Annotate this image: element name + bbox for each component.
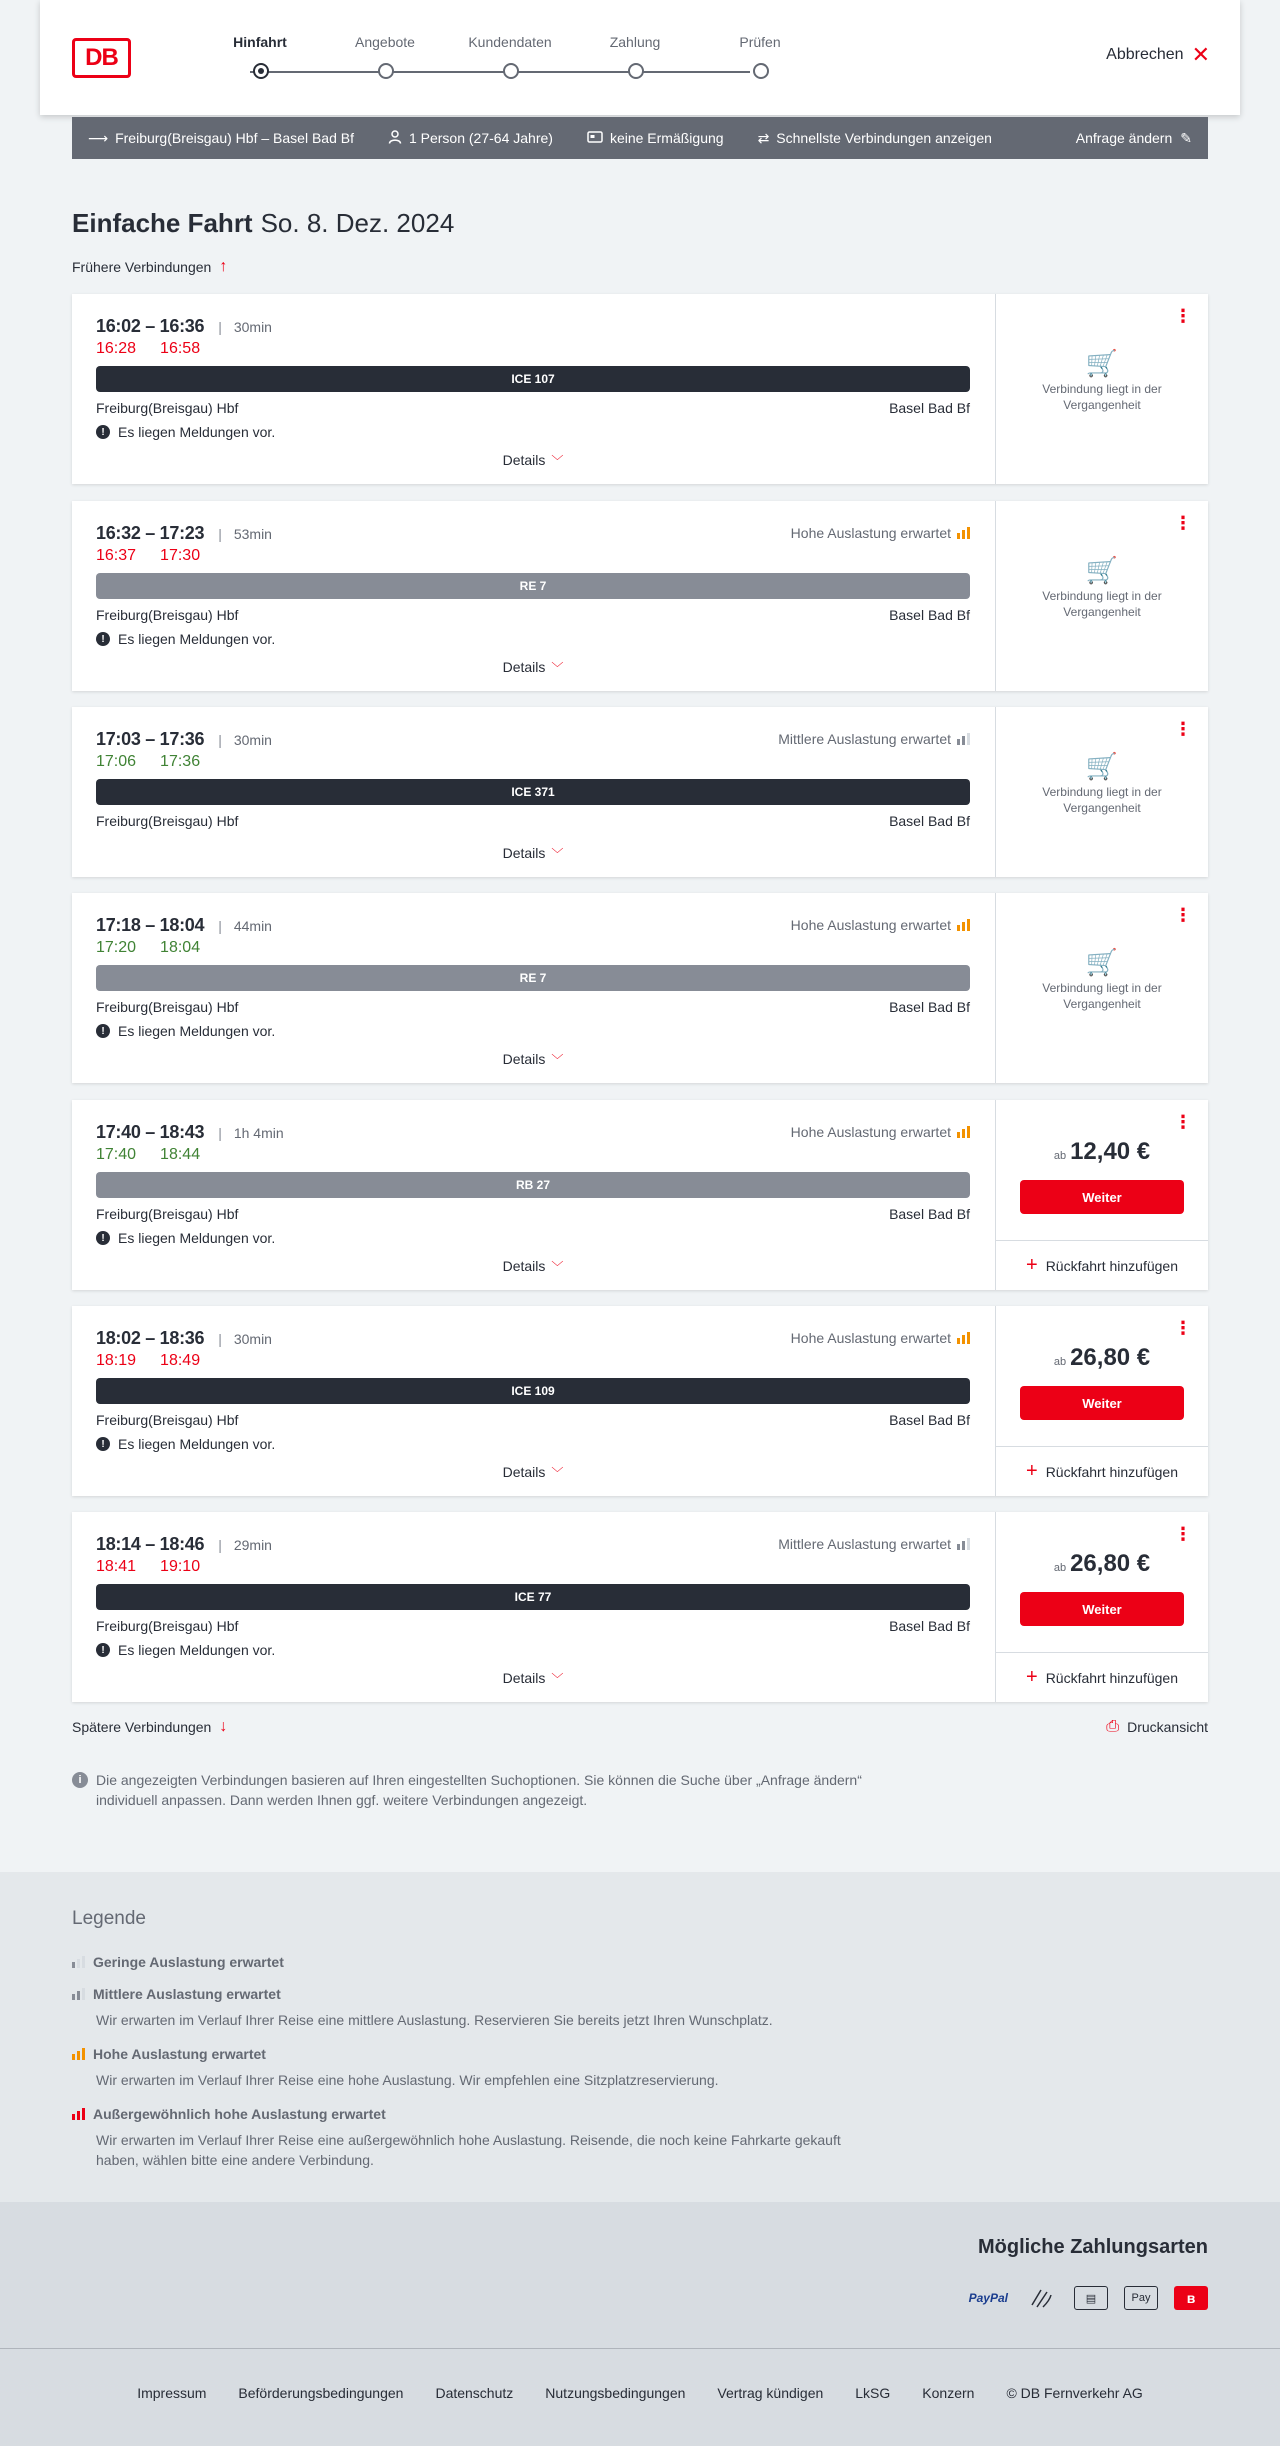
chevron-down-icon: ﹀ xyxy=(551,1260,564,1274)
details-label: Details xyxy=(502,452,546,468)
destination-station: Basel Bad Bf xyxy=(889,813,970,829)
connection-card xyxy=(72,893,1208,1083)
price xyxy=(996,1550,1208,1578)
search-summary-bar xyxy=(72,117,1208,159)
realtime-times xyxy=(96,939,200,957)
footer-link[interactable]: LkSG xyxy=(855,2385,891,2401)
departure-arrival-time: 17:40 – 18:43 xyxy=(96,1122,205,1142)
departure-arrival-time: 17:18 – 18:04 xyxy=(96,915,205,935)
stations xyxy=(96,400,970,416)
stations xyxy=(96,999,970,1015)
notice-text: Es liegen Meldungen vor. xyxy=(118,631,276,647)
chevron-down-icon: ﹀ xyxy=(551,454,564,468)
footer-link[interactable]: Konzern xyxy=(922,2385,975,2401)
scheduled-times xyxy=(96,316,272,337)
connection-info[interactable] xyxy=(72,707,994,877)
arrow-down-icon: ↓ xyxy=(219,1718,228,1735)
legend-title-text: Hohe Auslastung erwartet xyxy=(93,2046,266,2062)
past-connection-text: Verbindung liegt in der Vergangenheit xyxy=(1042,382,1162,412)
connection-card xyxy=(72,294,1208,484)
past-connection-text: Verbindung liegt in der Vergangenheit xyxy=(1042,785,1162,815)
realtime-departure: 17:40 xyxy=(96,1146,137,1163)
cancel-label: Abbrechen xyxy=(1106,46,1184,63)
scheduled-times xyxy=(96,1328,272,1349)
print-view-link[interactable] xyxy=(1106,1718,1208,1736)
connection-info[interactable] xyxy=(72,1512,994,1702)
price xyxy=(996,1138,1208,1166)
step-dot xyxy=(628,63,644,79)
duration: 53min xyxy=(233,526,272,542)
paypal-icon: PayPal xyxy=(968,2291,1008,2305)
train-bar: ICE 371 xyxy=(96,779,970,805)
notice-message xyxy=(96,631,275,647)
summary-route xyxy=(88,130,354,147)
legend-item-title xyxy=(72,1986,872,2002)
past-connection-note xyxy=(996,947,1208,1012)
realtime-arrival: 18:04 xyxy=(160,939,201,956)
db-logo[interactable]: DB xyxy=(72,38,131,78)
summary-discount-text: keine Ermäßigung xyxy=(609,130,724,146)
low-load-icon xyxy=(72,1956,85,1968)
footer-link: © DB Fernverkehr AG xyxy=(1006,2385,1143,2401)
connection-info[interactable] xyxy=(72,893,994,1083)
price-value: 12,40 € xyxy=(1070,1138,1151,1165)
legend-description: Wir erwarten im Verlauf Ihrer Reise eine hohe Auslastung. Wir empfehlen eine Sitzplatzreservierung. xyxy=(96,2072,719,2088)
earlier-connections-link[interactable] xyxy=(72,258,227,276)
details-label: Details xyxy=(502,1670,546,1686)
train-bar: ICE 77 xyxy=(96,1584,970,1610)
chevron-down-icon: ﹀ xyxy=(551,847,564,861)
page-title xyxy=(72,208,454,239)
step-label: Hinfahrt xyxy=(233,34,287,50)
details-toggle[interactable] xyxy=(72,659,994,676)
trip-date: So. 8. Dez. 2024 xyxy=(260,208,455,238)
plus-icon: + xyxy=(1026,1666,1038,1688)
load-indicator xyxy=(791,1124,970,1140)
destination-station: Basel Bad Bf xyxy=(889,607,970,623)
realtime-departure: 17:06 xyxy=(96,753,137,770)
past-connection-note xyxy=(996,348,1208,413)
connection-info[interactable] xyxy=(72,501,994,691)
weiter-button[interactable]: Weiter xyxy=(1020,1386,1184,1420)
load-text: Hohe Auslastung erwartet xyxy=(790,1124,951,1140)
legend-item xyxy=(72,1986,872,2030)
legend-item-title xyxy=(72,2046,872,2062)
details-label: Details xyxy=(502,1051,546,1067)
legend-title-text: Geringe Auslastung erwartet xyxy=(93,1954,284,1970)
origin-station: Freiburg(Breisgau) Hbf xyxy=(96,607,239,623)
pencil-icon: ✎ xyxy=(1180,129,1192,146)
step-kundendaten[interactable] xyxy=(460,34,560,56)
high-load-icon xyxy=(72,2048,85,2060)
past-connection-note xyxy=(996,555,1208,620)
origin-station: Freiburg(Breisgau) Hbf xyxy=(96,999,239,1015)
duration: 1h 4min xyxy=(233,1125,284,1141)
load-indicator xyxy=(791,917,970,933)
card-icon xyxy=(587,130,603,146)
weiter-button[interactable]: Weiter xyxy=(1020,1592,1184,1626)
more-options-icon[interactable]: ⋮ xyxy=(1174,1524,1192,1544)
load-indicator xyxy=(778,731,970,747)
high-load-icon xyxy=(957,1126,970,1138)
notice-text: Es liegen Meldungen vor. xyxy=(118,424,276,440)
offer-panel xyxy=(995,893,1208,1083)
step-dot xyxy=(753,63,769,79)
info-text: Die angezeigten Verbindungen basieren auf Ihren eingestellten Suchoptionen. Sie können die Suche über „Anfrage ändern“ individuell anpassen. Dann werden Ihnen ggf. weitere Verbindungen angezeigt. xyxy=(96,1772,862,1808)
load-indicator xyxy=(791,525,970,541)
details-toggle[interactable] xyxy=(72,845,994,862)
change-request-label: Anfrage ändern xyxy=(1075,130,1173,146)
step-label: Kundendaten xyxy=(468,34,552,50)
step-angebote[interactable] xyxy=(335,34,435,56)
apple-pay-icon: Pay xyxy=(1124,2286,1158,2310)
stepper-line xyxy=(250,71,750,73)
price xyxy=(996,1344,1208,1372)
summary-option xyxy=(758,130,992,147)
footer-link[interactable]: Vertrag kündigen xyxy=(717,2385,824,2401)
medium-load-icon xyxy=(72,1988,85,2000)
separator: | xyxy=(218,526,222,542)
origin-station: Freiburg(Breisgau) Hbf xyxy=(96,400,239,416)
more-options-icon[interactable]: ⋮ xyxy=(1174,1112,1192,1132)
alert-icon: ! xyxy=(96,1231,110,1245)
legend-title-text: Außergewöhnlich hohe Auslastung erwartet xyxy=(93,2106,386,2122)
offer-panel xyxy=(995,1100,1208,1290)
separator: | xyxy=(218,1537,222,1553)
realtime-departure: 16:37 xyxy=(96,547,137,564)
price-value: 26,80 € xyxy=(1070,1550,1151,1577)
payment-section xyxy=(0,2202,1280,2348)
departure-arrival-time: 18:14 – 18:46 xyxy=(96,1534,205,1554)
notice-message xyxy=(96,1436,275,1452)
realtime-times xyxy=(96,340,200,358)
past-connection-text: Verbindung liegt in der Vergangenheit xyxy=(1042,981,1162,1011)
realtime-arrival: 17:36 xyxy=(160,753,201,770)
stations xyxy=(96,813,970,829)
step-label: Prüfen xyxy=(739,34,781,50)
details-toggle[interactable] xyxy=(72,1670,994,1687)
cart-disabled-icon: 🛒 xyxy=(1085,555,1119,585)
notice-message xyxy=(96,1230,275,1246)
destination-station: Basel Bad Bf xyxy=(889,1412,970,1428)
high-load-icon xyxy=(957,1332,970,1344)
separator: | xyxy=(218,1125,222,1141)
more-options-icon[interactable]: ⋮ xyxy=(1174,905,1192,925)
more-options-icon[interactable]: ⋮ xyxy=(1174,306,1192,326)
details-toggle[interactable] xyxy=(72,1464,994,1481)
cancel-button[interactable] xyxy=(1106,42,1210,67)
past-connection-text: Verbindung liegt in der Vergangenheit xyxy=(1042,589,1162,619)
add-return-label: Rückfahrt hinzufügen xyxy=(1045,1257,1178,1274)
separator: | xyxy=(218,918,222,934)
more-options-icon[interactable]: ⋮ xyxy=(1174,513,1192,533)
summary-route-text: Freiburg(Breisgau) Hbf – Basel Bad Bf xyxy=(115,130,354,146)
offer-panel xyxy=(995,707,1208,877)
swap-icon: ⇄ xyxy=(757,129,770,146)
arrow-up-icon: ↑ xyxy=(219,258,228,275)
step-zahlung[interactable] xyxy=(585,34,685,56)
details-label: Details xyxy=(502,1258,546,1274)
scheduled-times xyxy=(96,1122,284,1143)
medium-load-icon xyxy=(957,733,970,745)
header xyxy=(40,0,1240,115)
footer-link[interactable]: Nutzungsbedingungen xyxy=(545,2385,686,2401)
destination-station: Basel Bad Bf xyxy=(889,1618,970,1634)
step-dot xyxy=(253,63,269,79)
add-return-label: Rückfahrt hinzufügen xyxy=(1045,1669,1178,1686)
load-indicator xyxy=(778,1536,970,1552)
train-bar: ICE 107 xyxy=(96,366,970,392)
chevron-down-icon: ﹀ xyxy=(551,1672,564,1686)
step-dot xyxy=(378,63,394,79)
train-bar: RB 27 xyxy=(96,1172,970,1198)
separator: | xyxy=(218,319,222,335)
details-label: Details xyxy=(502,1464,546,1480)
notice-text: Es liegen Meldungen vor. xyxy=(118,1023,276,1039)
add-return-button[interactable] xyxy=(996,1240,1208,1290)
payment-methods xyxy=(969,2286,1208,2310)
stations xyxy=(96,1618,970,1634)
medium-load-icon xyxy=(957,1538,970,1550)
legend-description: Wir erwarten im Verlauf Ihrer Reise eine mittlere Auslastung. Reservieren Sie bereits jetzt Ihren Wunschplatz. xyxy=(96,2012,773,2028)
later-label: Spätere Verbindungen xyxy=(72,1719,212,1735)
close-icon: ✕ xyxy=(1191,42,1210,67)
vhigh-load-icon xyxy=(72,2108,85,2120)
legend-description: Wir erwarten im Verlauf Ihrer Reise eine außergewöhnlich hohe Auslastung. Reisende, die noch keine Fahrkarte gekauft haben, wählen bitte eine andere Verbindung. xyxy=(96,2132,841,2168)
notice-message xyxy=(96,1023,275,1039)
load-text: Hohe Auslastung erwartet xyxy=(790,917,951,933)
legend-section xyxy=(0,1872,1280,2202)
separator: | xyxy=(218,732,222,748)
summary-discount xyxy=(587,130,724,146)
departure-arrival-time: 17:03 – 17:36 xyxy=(96,729,205,749)
weiter-button[interactable]: Weiter xyxy=(1020,1180,1184,1214)
summary-option-text: Schnellste Verbindungen anzeigen xyxy=(776,130,992,146)
chevron-down-icon: ﹀ xyxy=(551,1053,564,1067)
payment-title: Mögliche Zahlungsarten xyxy=(977,2236,1208,2258)
realtime-departure: 17:20 xyxy=(96,939,137,956)
stations xyxy=(96,1412,970,1428)
details-label: Details xyxy=(502,659,546,675)
connection-card xyxy=(72,1306,1208,1496)
alert-icon: ! xyxy=(96,632,110,646)
legend-item xyxy=(72,2046,872,2090)
realtime-times xyxy=(96,547,200,565)
legend-item xyxy=(72,2106,872,2170)
destination-station: Basel Bad Bf xyxy=(889,999,970,1015)
scheduled-times xyxy=(96,915,272,936)
earlier-label: Frühere Verbindungen xyxy=(72,259,212,275)
realtime-times xyxy=(96,1352,200,1370)
load-text: Hohe Auslastung erwartet xyxy=(790,1330,951,1346)
step-label: Angebote xyxy=(355,34,415,50)
cart-disabled-icon: 🛒 xyxy=(1085,947,1119,977)
load-text: Mittlere Auslastung erwartet xyxy=(778,731,951,747)
connection-card xyxy=(72,707,1208,877)
train-bar: RE 7 xyxy=(96,965,970,991)
add-return-button[interactable] xyxy=(996,1446,1208,1496)
price-prefix: ab xyxy=(1053,1150,1067,1162)
duration: 44min xyxy=(233,918,272,934)
notice-text: Es liegen Meldungen vor. xyxy=(118,1230,276,1246)
connection-card xyxy=(72,1512,1208,1702)
destination-station: Basel Bad Bf xyxy=(889,1206,970,1222)
legend-title-text: Mittlere Auslastung erwartet xyxy=(93,1986,281,2002)
notice-text: Es liegen Meldungen vor. xyxy=(118,1436,276,1452)
search-info-note xyxy=(72,1770,862,1810)
past-connection-note xyxy=(996,751,1208,816)
booking-stepper xyxy=(210,34,781,84)
departure-arrival-time: 18:02 – 18:36 xyxy=(96,1328,205,1348)
alert-icon: ! xyxy=(96,1643,110,1657)
info-icon: i xyxy=(72,1772,88,1788)
scheduled-times xyxy=(96,1534,272,1555)
person-icon xyxy=(388,130,402,147)
details-toggle[interactable] xyxy=(72,1051,994,1068)
step-pruefen[interactable] xyxy=(710,34,810,56)
realtime-arrival: 18:44 xyxy=(160,1146,201,1163)
arrow-right-icon: ⟶ xyxy=(88,129,109,146)
summary-travelers xyxy=(388,130,553,147)
notice-text: Es liegen Meldungen vor. xyxy=(118,1642,276,1658)
add-return-button[interactable] xyxy=(996,1652,1208,1702)
train-bar: RE 7 xyxy=(96,573,970,599)
realtime-arrival: 19:10 xyxy=(160,1558,201,1575)
cart-disabled-icon: 🛒 xyxy=(1085,751,1119,781)
train-bar: ICE 109 xyxy=(96,1378,970,1404)
connection-info[interactable] xyxy=(72,1306,994,1496)
connection-info[interactable] xyxy=(72,1100,994,1290)
step-label: Zahlung xyxy=(609,34,661,50)
departure-arrival-time: 16:02 – 16:36 xyxy=(96,316,205,336)
trip-type: Einfache Fahrt xyxy=(72,208,253,238)
cart-disabled-icon: 🛒 xyxy=(1085,348,1119,378)
load-text: Mittlere Auslastung erwartet xyxy=(778,1536,951,1552)
scheduled-times xyxy=(96,729,272,750)
realtime-departure: 18:19 xyxy=(96,1352,137,1369)
plus-icon: + xyxy=(1026,1460,1038,1482)
print-label: Druckansicht xyxy=(1127,1719,1208,1735)
later-connections-link[interactable] xyxy=(72,1718,227,1736)
departure-arrival-time: 16:32 – 17:23 xyxy=(96,523,205,543)
load-text: Hohe Auslastung erwartet xyxy=(790,525,951,541)
chevron-down-icon: ﹀ xyxy=(551,661,564,675)
alert-icon: ! xyxy=(96,425,110,439)
change-request-button[interactable] xyxy=(1076,130,1192,147)
printer-icon: ⎙ xyxy=(1106,1718,1120,1735)
add-return-label: Rückfahrt hinzufügen xyxy=(1045,1463,1178,1480)
footer xyxy=(0,2348,1280,2446)
connection-info[interactable] xyxy=(72,294,994,484)
realtime-arrival: 18:49 xyxy=(160,1352,201,1369)
legend-item-title xyxy=(72,1954,872,1970)
separator: | xyxy=(218,1331,222,1347)
legend-title: Legende xyxy=(72,1908,146,1929)
connection-card xyxy=(72,1100,1208,1290)
stations xyxy=(96,1206,970,1222)
realtime-departure: 18:41 xyxy=(96,1558,137,1575)
stations xyxy=(96,607,970,623)
notice-message xyxy=(96,424,275,440)
realtime-arrival: 17:30 xyxy=(160,547,201,564)
realtime-arrival: 16:58 xyxy=(160,340,201,357)
plus-icon: + xyxy=(1026,1254,1038,1276)
details-toggle[interactable] xyxy=(72,452,994,469)
notice-message xyxy=(96,1642,275,1658)
realtime-times xyxy=(96,1558,200,1576)
origin-station: Freiburg(Breisgau) Hbf xyxy=(96,1618,239,1634)
offer-panel xyxy=(995,1512,1208,1702)
duration: 30min xyxy=(233,732,272,748)
offer-panel xyxy=(995,501,1208,691)
legend-item-title xyxy=(72,2106,872,2122)
footer-link[interactable]: Impressum xyxy=(137,2385,207,2401)
footer-link[interactable]: Datenschutz xyxy=(435,2385,514,2401)
destination-station: Basel Bad Bf xyxy=(889,400,970,416)
step-hinfahrt[interactable] xyxy=(210,34,310,56)
footer-links xyxy=(0,2385,1280,2401)
realtime-times xyxy=(96,1146,200,1164)
offer-panel xyxy=(995,1306,1208,1496)
price-value: 26,80 € xyxy=(1070,1344,1151,1371)
scheduled-times xyxy=(96,523,272,544)
origin-station: Freiburg(Breisgau) Hbf xyxy=(96,1412,239,1428)
footer-link[interactable]: Beförderungsbedingungen xyxy=(238,2385,404,2401)
price-prefix: ab xyxy=(1053,1356,1067,1368)
step-dot xyxy=(503,63,519,79)
offer-panel xyxy=(995,294,1208,484)
details-label: Details xyxy=(502,845,546,861)
credit-card-icon: ▤ xyxy=(1074,2286,1108,2310)
duration: 30min xyxy=(233,1331,272,1347)
more-options-icon[interactable]: ⋮ xyxy=(1174,1318,1192,1338)
duration: 30min xyxy=(233,319,272,335)
realtime-times xyxy=(96,753,200,771)
duration: 29min xyxy=(233,1537,272,1553)
load-indicator xyxy=(791,1330,970,1346)
db-payment-icon: ʙ xyxy=(1174,2286,1208,2310)
connection-card xyxy=(72,501,1208,691)
origin-station: Freiburg(Breisgau) Hbf xyxy=(96,813,239,829)
price-prefix: ab xyxy=(1053,1562,1067,1574)
alert-icon: ! xyxy=(96,1437,110,1451)
realtime-departure: 16:28 xyxy=(96,340,137,357)
chevron-down-icon: ﹀ xyxy=(551,1466,564,1480)
more-options-icon[interactable]: ⋮ xyxy=(1174,719,1192,739)
high-load-icon xyxy=(957,919,970,931)
summary-travelers-text: 1 Person (27-64 Jahre) xyxy=(408,130,553,146)
details-toggle[interactable] xyxy=(72,1258,994,1275)
alert-icon: ! xyxy=(96,1024,110,1038)
origin-station: Freiburg(Breisgau) Hbf xyxy=(96,1206,239,1222)
high-load-icon xyxy=(957,527,970,539)
direct-debit-icon xyxy=(1024,2286,1058,2310)
legend-item xyxy=(72,1954,872,1970)
